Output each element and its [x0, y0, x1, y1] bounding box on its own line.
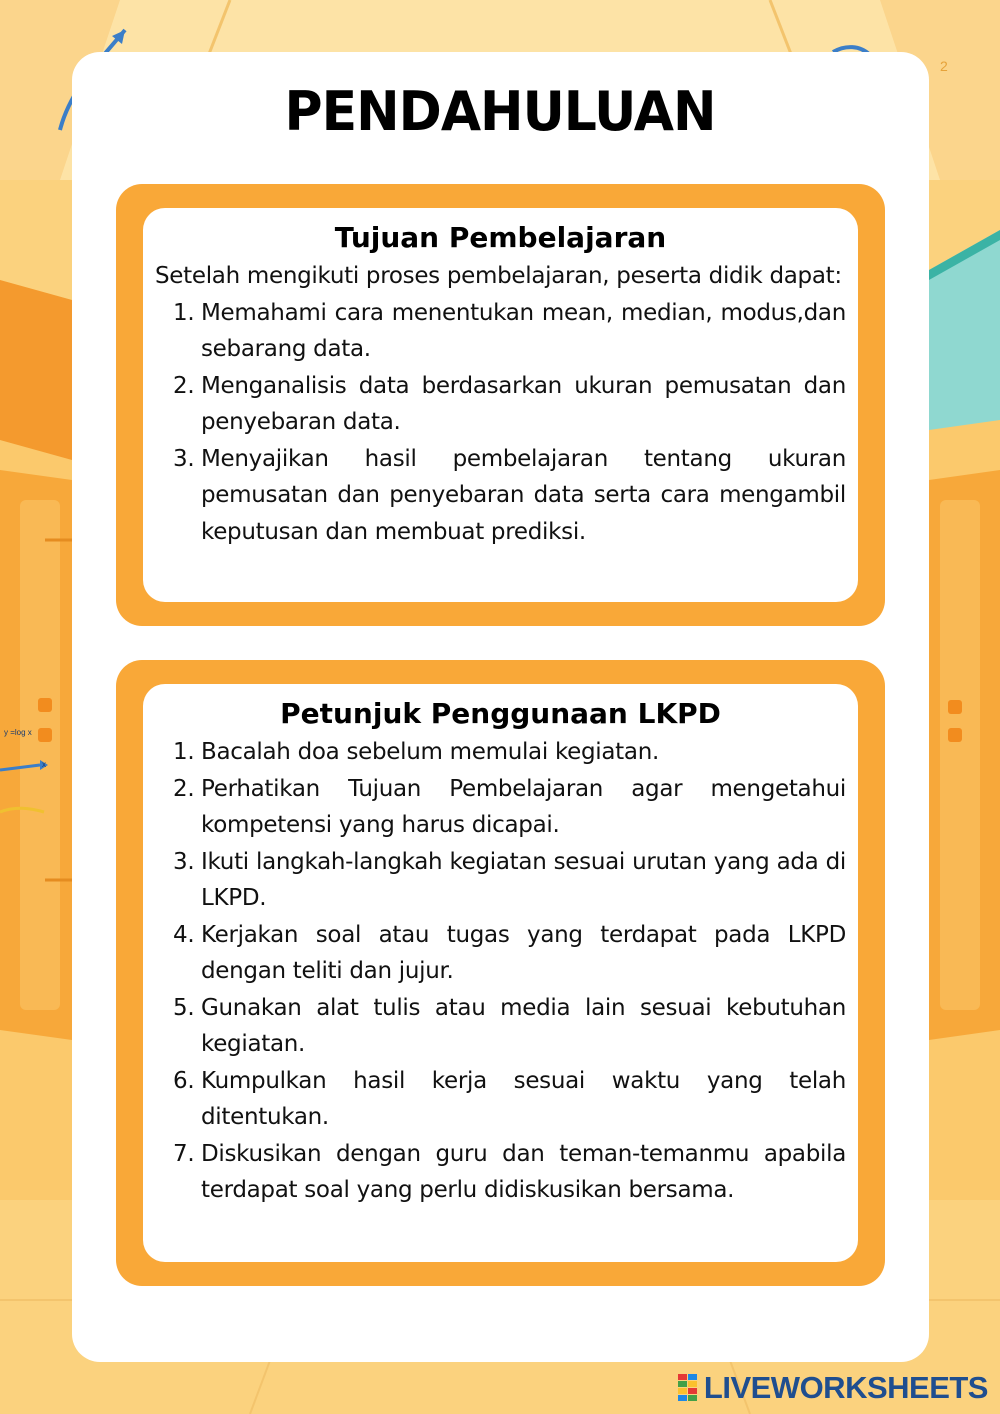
list-number: 6. — [173, 1067, 195, 1094]
list-item — [155, 1136, 846, 1209]
worksheet-instructions-list — [155, 734, 846, 1209]
learning-objectives-title: Tujuan Pembelajaran — [334, 221, 667, 254]
list-text: Bacalah doa sebelum memulai kegiatan. — [201, 739, 659, 765]
liveworksheets-logo-icon — [678, 1374, 698, 1402]
worksheet-instructions-panel — [143, 684, 858, 1262]
list-number: 1. — [173, 299, 195, 326]
corner-exponent-label: 2 — [940, 58, 948, 74]
worksheet-instructions-card — [116, 660, 885, 1286]
learning-objectives-intro: Setelah mengikuti proses pembelajaran, peserta didik dapat: — [155, 263, 842, 289]
learning-objectives-card — [116, 184, 885, 626]
list-item — [155, 441, 846, 551]
list-item — [155, 295, 846, 368]
list-text: Kumpulkan hasil kerja sesuai waktu yang telah ditentukan. — [201, 1067, 846, 1130]
list-number: 2. — [173, 372, 195, 399]
list-item — [155, 734, 846, 771]
list-item — [155, 917, 846, 990]
list-text: Diskusikan dengan guru dan teman-temanmu apabila terdapat soal yang perlu didiskusikan bersama. — [201, 1140, 846, 1203]
liveworksheets-brand[interactable] — [678, 1370, 988, 1406]
page-title: PENDAHULUAN — [284, 80, 716, 144]
list-text: Gunakan alat tulis atau media lain sesuai kebutuhan kegiatan. — [201, 994, 846, 1057]
board-formula-label: y =log x — [4, 728, 32, 737]
list-text: Menganalisis data berdasarkan ukuran pemusatan dan penyebaran data. — [201, 372, 846, 435]
list-text: Ikuti langkah-langkah kegiatan sesuai urutan yang ada di LKPD. — [201, 848, 846, 911]
list-number: 7. — [173, 1140, 195, 1167]
list-number: 5. — [173, 994, 195, 1021]
learning-objectives-list — [155, 295, 846, 551]
list-item — [155, 990, 846, 1063]
list-number: 4. — [173, 921, 195, 948]
list-number: 1. — [173, 739, 195, 765]
list-number: 3. — [173, 445, 195, 472]
list-number: 2. — [173, 775, 195, 802]
board-axis-label: x — [42, 760, 46, 769]
list-text: Memahami cara menentukan mean, median, modus,dan sebarang data. — [201, 299, 846, 362]
worksheet-instructions-title: Petunjuk Penggunaan LKPD — [280, 697, 721, 730]
list-item — [155, 1063, 846, 1136]
list-item — [155, 844, 846, 917]
list-item — [155, 368, 846, 441]
list-item — [155, 771, 846, 844]
brand-name: LIVEWORKSHEETS — [703, 1370, 988, 1405]
list-text: Kerjakan soal atau tugas yang terdapat pada LKPD dengan teliti dan jujur. — [201, 921, 846, 984]
list-text: Menyajikan hasil pembelajaran tentang ukuran pemusatan dan penyebaran data serta cara mengambil keputusan dan membuat prediksi. — [201, 445, 846, 545]
list-number: 3. — [173, 848, 195, 875]
list-text: Perhatikan Tujuan Pembelajaran agar mengetahui kompetensi yang harus dicapai. — [201, 775, 846, 838]
learning-objectives-panel — [143, 208, 858, 602]
